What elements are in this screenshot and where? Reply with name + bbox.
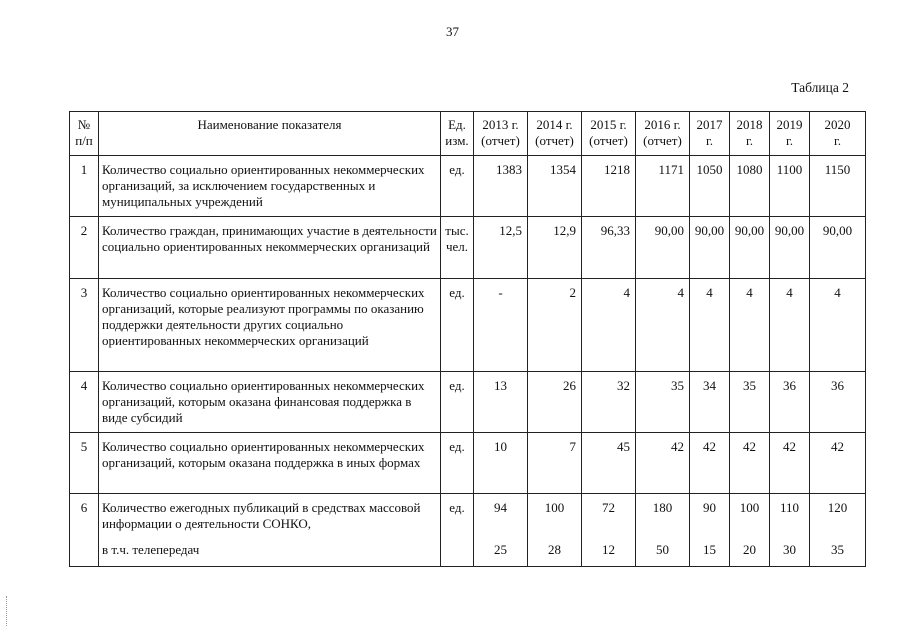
value-2020: 4 (810, 279, 866, 372)
row-number: 6 (70, 494, 99, 567)
header-year-label: 2014 г. (536, 117, 573, 132)
value-2019: 90,00 (770, 217, 810, 279)
indicator-name: Количество социально ориентированных некоммерческих организаций, которым оказана финансовая поддержка в виде субсидий (99, 372, 441, 433)
header-year-2020 (810, 112, 866, 156)
header-year-label: 2015 г. (590, 117, 627, 132)
header-year-label: 2019 (776, 117, 803, 132)
value-2013: 1383 (474, 156, 528, 217)
value-2019: 110 (779, 500, 800, 515)
value-2015: 72 (602, 500, 615, 515)
value-2017: 1050 (690, 156, 730, 217)
value-2017: 90 (703, 500, 716, 515)
value-2016: 4 (636, 279, 690, 372)
header-year-note: г. (745, 133, 754, 148)
table-caption: Таблица 2 (791, 80, 849, 95)
indicator-name: Количество ежегодных публикаций в средствах массовой информации о деятельности СОНКО, (102, 500, 421, 531)
sub-value-2015: 12 (602, 542, 615, 557)
row-number: 1 (70, 156, 99, 217)
row-number: 4 (70, 372, 99, 433)
row-number: 5 (70, 433, 99, 494)
header-year-note: (отчет) (481, 133, 520, 148)
table-row (70, 217, 866, 279)
unit-cell: ед. (441, 494, 474, 567)
header-year-2015 (582, 112, 636, 156)
unit-cell: ед. (441, 156, 474, 217)
indicator-name: Количество граждан, принимающих участие в деятельности социально ориентированных некоммерческих организаций (99, 217, 441, 279)
value-cell-2018 (730, 494, 770, 567)
value-cell-2013 (474, 494, 528, 567)
value-2016: 180 (652, 500, 673, 515)
header-year-note: г. (833, 133, 842, 148)
value-2019: 1100 (770, 156, 810, 217)
sub-value-2017: 15 (703, 542, 716, 557)
value-2016: 1171 (636, 156, 690, 217)
header-unit-line1: Ед. (448, 117, 466, 132)
header-num-line2: п/п (75, 133, 93, 148)
unit-cell: ед. (441, 372, 474, 433)
value-cell-2014 (528, 494, 582, 567)
value-cell-2016 (636, 494, 690, 567)
value-cell-2020 (810, 494, 866, 567)
header-name: Наименование показателя (99, 112, 441, 156)
header-year-note: (отчет) (589, 133, 628, 148)
value-2017: 90,00 (690, 217, 730, 279)
indicator-sub-name: в т.ч. телепередач (102, 542, 200, 557)
header-year-2017 (690, 112, 730, 156)
value-cell-2015 (582, 494, 636, 567)
value-2014: 100 (544, 500, 565, 515)
sub-value-2019: 30 (783, 542, 796, 557)
value-2014: 1354 (528, 156, 582, 217)
value-2018: 100 (739, 500, 760, 515)
value-2019: 36 (770, 372, 810, 433)
header-year-label: 2020 (824, 117, 851, 132)
indicators-table (69, 111, 866, 567)
table-row (70, 279, 866, 372)
value-2018: 1080 (730, 156, 770, 217)
value-2014: 26 (528, 372, 582, 433)
value-2014: 7 (528, 433, 582, 494)
value-2013: 94 (494, 500, 507, 515)
value-2020: 42 (810, 433, 866, 494)
header-year-2019 (770, 112, 810, 156)
value-2020: 120 (827, 500, 848, 515)
value-2020: 90,00 (810, 217, 866, 279)
table-row (70, 433, 866, 494)
value-2020: 1150 (810, 156, 866, 217)
table-row (70, 372, 866, 433)
header-year-label: 2018 (736, 117, 763, 132)
sub-value-2016: 50 (656, 542, 669, 557)
value-2013: 13 (474, 372, 528, 433)
value-2019: 4 (770, 279, 810, 372)
value-2013: 12,5 (474, 217, 528, 279)
value-2019: 42 (770, 433, 810, 494)
indicator-name: Количество социально ориентированных некоммерческих организаций, которым оказана поддержка в иных формах (99, 433, 441, 494)
table-row (70, 156, 866, 217)
value-cell-2017 (690, 494, 730, 567)
value-2017: 42 (690, 433, 730, 494)
value-2015: 32 (582, 372, 636, 433)
value-2018: 42 (730, 433, 770, 494)
indicator-name: Количество социально ориентированных некоммерческих организаций, за исключением государственных и муниципальных учреждений (99, 156, 441, 217)
header-year-2014 (528, 112, 582, 156)
unit-cell: ед. (441, 433, 474, 494)
header-year-label: 2016 г. (644, 117, 681, 132)
header-year-note: (отчет) (535, 133, 574, 148)
unit-cell: ед. (441, 279, 474, 372)
sub-value-2018: 20 (743, 542, 756, 557)
value-2018: 90,00 (730, 217, 770, 279)
value-2018: 35 (730, 372, 770, 433)
row-number: 2 (70, 217, 99, 279)
header-year-2018 (730, 112, 770, 156)
value-2020: 36 (810, 372, 866, 433)
header-year-label: 2017 (696, 117, 723, 132)
sub-value-2014: 28 (548, 542, 561, 557)
value-2014: 12,9 (528, 217, 582, 279)
header-unit-line2: изм. (445, 133, 469, 148)
value-2014: 2 (528, 279, 582, 372)
indicator-name-cell (99, 494, 441, 567)
header-year-2013 (474, 112, 528, 156)
table-row (70, 494, 866, 567)
sub-value-2020: 35 (831, 542, 844, 557)
unit-cell: тыс. чел. (441, 217, 474, 279)
value-2015: 4 (582, 279, 636, 372)
value-2016: 42 (636, 433, 690, 494)
value-2016: 90,00 (636, 217, 690, 279)
sub-value-2013: 25 (494, 542, 507, 557)
table-header-row (70, 112, 866, 156)
header-year-2016 (636, 112, 690, 156)
value-2013: 10 (474, 433, 528, 494)
header-num-line1: № (77, 117, 91, 132)
value-2017: 34 (690, 372, 730, 433)
header-year-label: 2013 г. (482, 117, 519, 132)
value-2017: 4 (690, 279, 730, 372)
header-year-note: г. (705, 133, 714, 148)
header-year-note: г. (785, 133, 794, 148)
value-2015: 96,33 (582, 217, 636, 279)
header-num (70, 112, 99, 156)
value-2015: 45 (582, 433, 636, 494)
scan-margin-mark (6, 596, 9, 626)
value-cell-2019 (770, 494, 810, 567)
value-2018: 4 (730, 279, 770, 372)
header-year-note: (отчет) (643, 133, 682, 148)
value-2016: 35 (636, 372, 690, 433)
page-number: 37 (446, 24, 459, 39)
value-2015: 1218 (582, 156, 636, 217)
value-2013: - (474, 279, 528, 372)
row-number: 3 (70, 279, 99, 372)
indicator-name: Количество социально ориентированных некоммерческих организаций, которые реализуют программы по оказанию поддержки деятельности других социально ориентированных некоммерческих организаций (99, 279, 441, 372)
header-unit (441, 112, 474, 156)
